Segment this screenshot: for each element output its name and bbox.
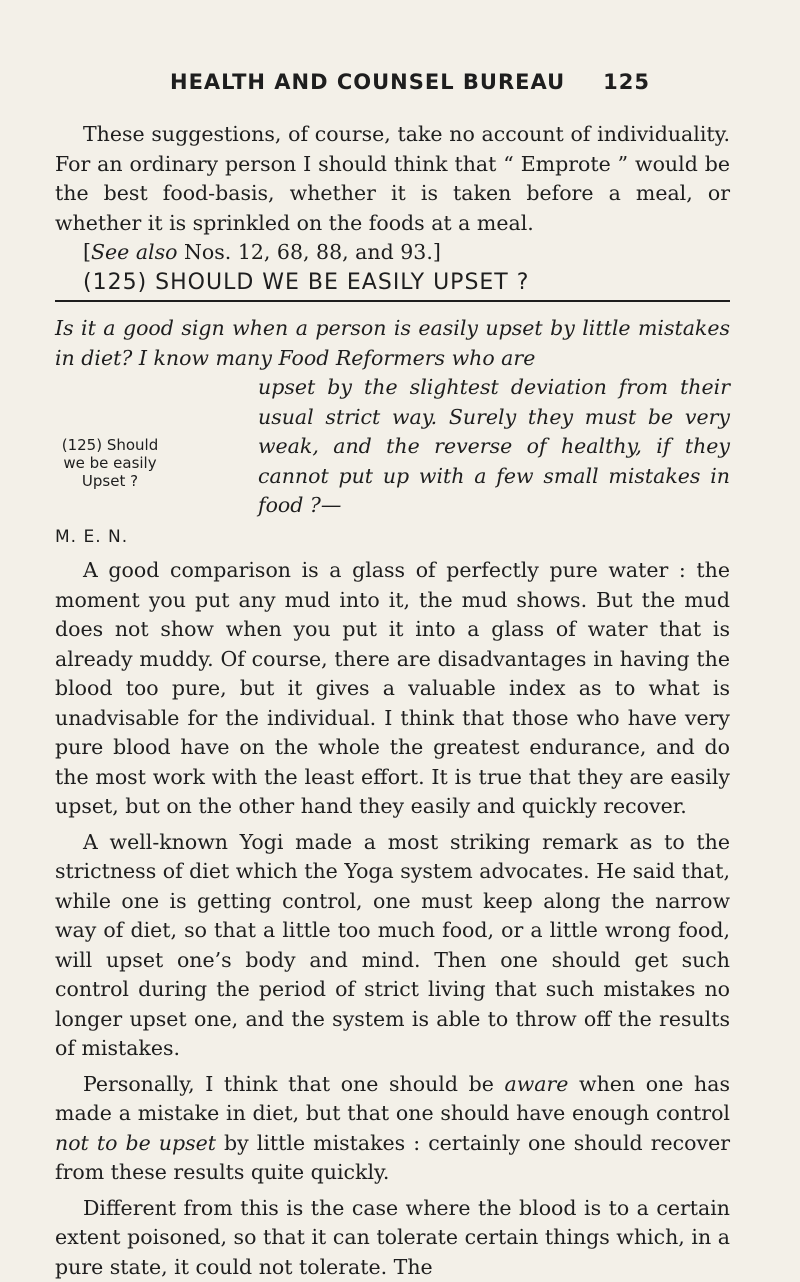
- answer-paragraph-1: A good comparison is a glass of perfectly pure water : the moment you put any mud into it, the mud shows. But the mud does not show when you put it into a glass of water that is already muddy. Of course, there are disadvantages in having the blood too pure, but it gives a valuable index as to what is unadvisable for the individual. I think that those who have very pure blood have on the whole the greatest endurance, and do the most work with the least effort. It is true that they are easily upset, but on the other hand they easily and quickly recover.: [55, 556, 730, 822]
- margin-note-line-3: Upset ?: [55, 472, 165, 490]
- question-text-top: Is it a good sign when a person is easily upset by little mistakes in diet? I know many Food Reformers who are: [55, 314, 730, 373]
- answer-paragraph-4: Different from this is the case where the blood is to a certain extent poisoned, so that it can tolerate certain things which, in a pure state, it could not tolerate. The: [55, 1194, 730, 1282]
- see-also-reference: [55, 238, 730, 268]
- margin-note-line-2: we be easily: [55, 454, 165, 472]
- p3-emphasis-aware: aware: [504, 1072, 568, 1096]
- question-signature: M. E. N.: [55, 523, 730, 553]
- intro-paragraph: These suggestions, of course, take no account of individuality. For an ordinary person I should think that “ Emprote ” would be the best food-basis, whether it is taken before a meal, or whether it is sprinkled on the foods at a meal.: [55, 120, 730, 238]
- see-also-numbers: Nos. 12, 68, 88, and 93.]: [177, 240, 440, 264]
- running-head-title: HEALTH AND COUNSEL BUREAU: [170, 70, 565, 94]
- margin-note-line-1: (125) Should: [55, 436, 165, 454]
- question-block: [55, 314, 730, 552]
- body-text: [55, 120, 730, 1282]
- see-also-open-bracket: [: [83, 240, 91, 264]
- p3-text-c: when one has made a mistake in diet, but that one should have enough control: [55, 1072, 730, 1126]
- section-heading: (125) SHOULD WE BE EASILY UPSET ?: [55, 268, 730, 303]
- p3-text-a: Personally, I think that one should be: [83, 1072, 504, 1096]
- answer-paragraph-2: A well-known Yogi made a most striking remark as to the strictness of diet which the Yoga system advocates. He said that, while one is getting control, one must keep along the narrow way of diet, so that a little too much food, or a little wrong food, will upset one’s body and mind. Then one should get such control during the period of strict living that such mistakes no longer upset one, and the system is able to throw off the results of mistakes.: [55, 828, 730, 1064]
- question-text-indented: upset by the slightest deviation from their usual strict way. Surely they must be very weak, and the reverse of healthy, if they cannot put up with a few small mistakes in food ?—: [258, 373, 730, 521]
- p3-text-e: by little mistakes : certainly one should recover from these results quite quickly.: [55, 1131, 730, 1185]
- margin-note: [55, 436, 165, 490]
- p3-emphasis-not-upset: not to be upset: [55, 1131, 216, 1155]
- see-also-label: See also: [91, 240, 177, 264]
- page-number: 125: [603, 70, 650, 94]
- answer-paragraph-3: [55, 1070, 730, 1188]
- running-head: [170, 70, 650, 100]
